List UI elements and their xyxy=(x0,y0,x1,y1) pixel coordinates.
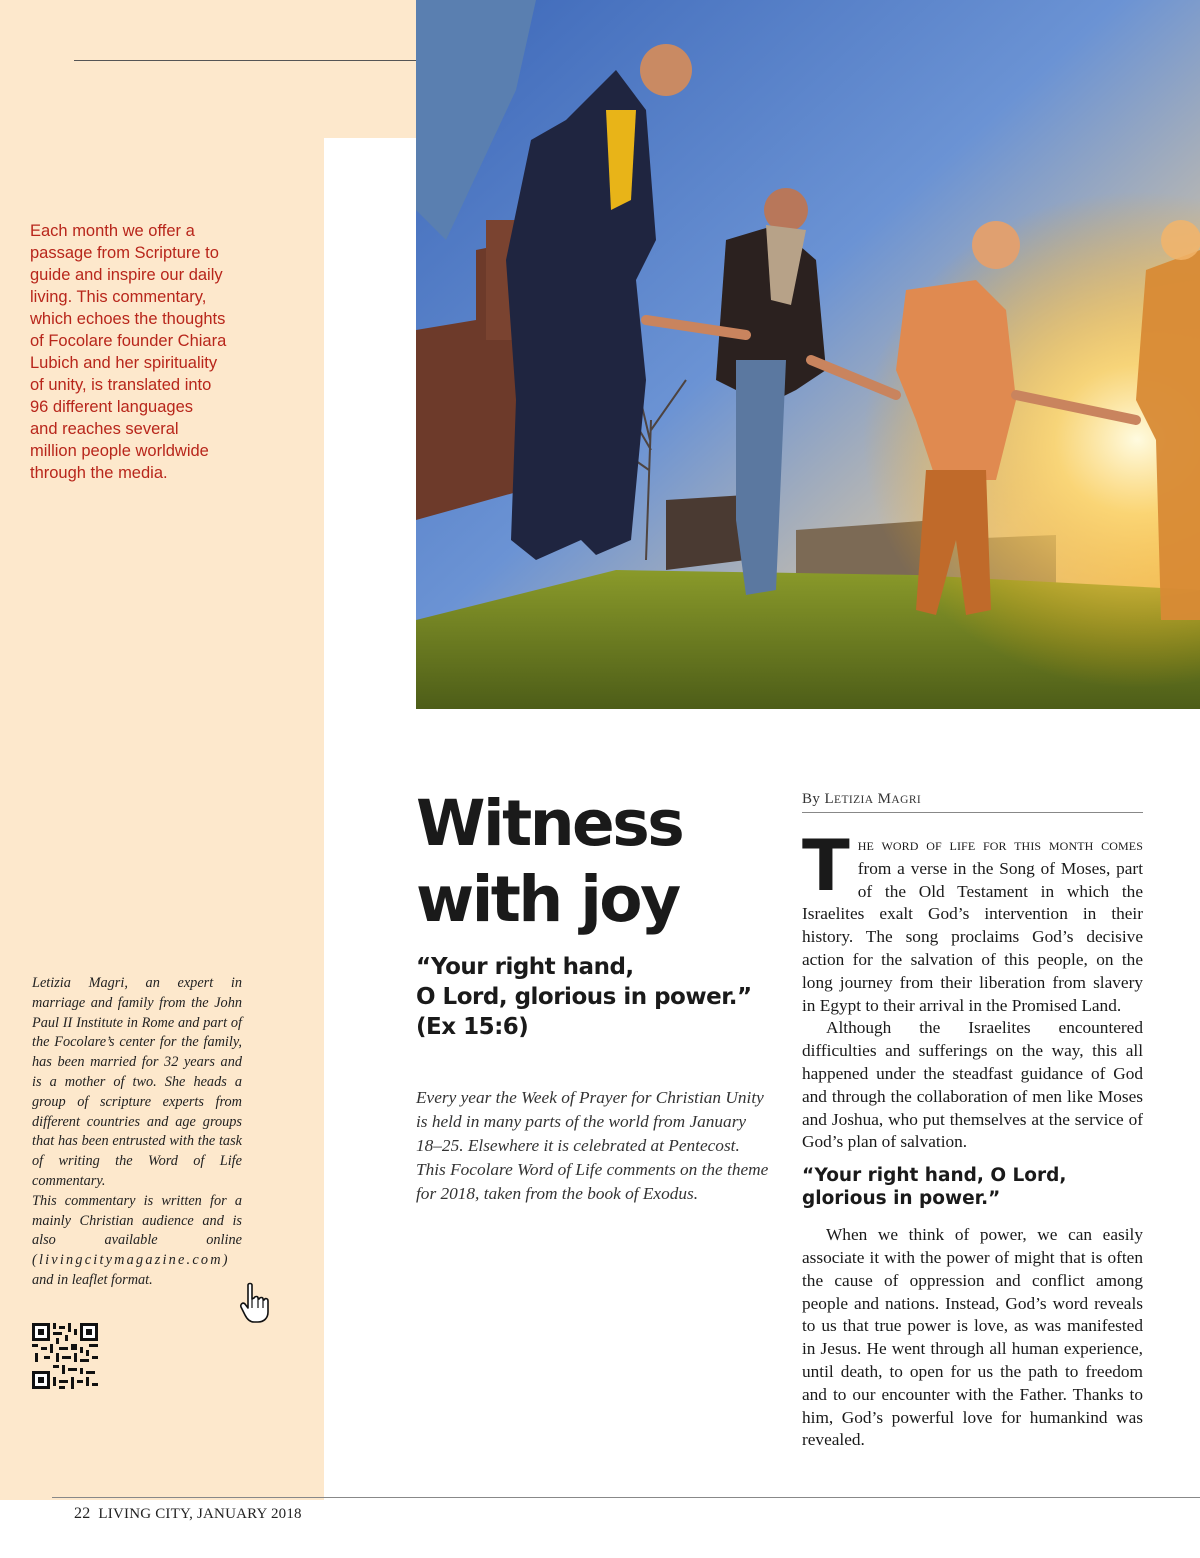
intro-line: living. This commentary, xyxy=(30,288,207,306)
intro-text xyxy=(30,220,270,484)
intro-line: 96 different languages xyxy=(30,398,193,416)
qr-code[interactable] xyxy=(32,1323,98,1389)
intro-line: which echoes the thoughts xyxy=(30,310,226,328)
author-bio-tail: and in leaflet format. xyxy=(32,1271,153,1288)
quote-line: “Your right hand, xyxy=(416,954,634,980)
article-body xyxy=(802,825,1143,1452)
intro-line: Each month we offer a xyxy=(30,222,195,240)
intro-line: of Focolare founder Chiara xyxy=(30,332,227,350)
intro-line: passage from Scripture to xyxy=(30,244,219,262)
page-number: 22 xyxy=(74,1505,91,1522)
first-line-caps: HE WORD OF LIFE FOR THIS MONTH COMES xyxy=(857,839,1143,853)
drop-cap: T xyxy=(802,825,850,907)
intro-line: through the media. xyxy=(30,464,168,482)
paragraph-text: from a verse in the Song of Moses, part of the Old Testament in which the Israelites exalt God’s intervention in their history. The song proclaims God’s decisive action for the salvation of this people, on the long journey from their liberation from slavery in Egypt to their arrival in the Promised Land. xyxy=(802,858,1143,1015)
byline-last-rest: AGRI xyxy=(891,794,922,806)
body-paragraph: When we think of power, we can easily associate it with the power of might that is often the cause of oppression and conflict among people and nations. Instead, God’s word reveals to us that true power is love, as was manifested in Jesus. He went through all human experience, until death, to open for us the path to freedom and to our encounter with the Father. Thanks to him, God’s powerful love for humankind was revealed. xyxy=(802,1225,1143,1450)
intro-line: of unity, is translated into xyxy=(30,376,212,394)
headline-line: with joy xyxy=(416,863,679,936)
hero-photo xyxy=(416,0,1200,709)
intro-line: and reaches several xyxy=(30,420,179,438)
quote-line: O Lord, glorious in power.” xyxy=(416,984,752,1010)
byline-first-rest: ETIZIA xyxy=(834,794,874,806)
top-rule xyxy=(74,60,416,61)
author-bio-main: Letizia Magri, an expert in marriage and family from the John Paul II Institute in Rome and part of the Focolare’s center for the family, has been married for 32 years and is a mother of two. She heads a group of scripture experts from different countries and age groups that has been entrusted with the task of writing the Word of Life commentary. xyxy=(32,975,242,1189)
byline-first-initial: L xyxy=(824,791,835,807)
intro-line: guide and inspire our daily xyxy=(30,266,223,284)
body-paragraph: Although the Israelites encountered difficulties and sufferings on the way, this all happened under the steadfast guidance of God and through the collaboration of men like Moses and Joshua, who put themselves at the service of God’s plan of salvation. xyxy=(802,1018,1143,1152)
publication-name: LIVING CITY, JANUARY 2018 xyxy=(98,1506,302,1522)
byline xyxy=(802,791,1143,813)
body-subheading: “Your right hand, O Lord, glorious in power.” xyxy=(802,1165,1067,1210)
website-link[interactable]: (livingcitymagazine.com) xyxy=(32,1252,230,1269)
author-bio xyxy=(32,974,242,1291)
article-lead: Every year the Week of Prayer for Christian Unity is held in many parts of the world from January 18–25. Elsewhere it is celebrated at Pentecost. This Focolare Word of Life comments on the theme for 2018, taken from the book of Exodus. xyxy=(416,1088,769,1203)
intro-line: million people worldwide xyxy=(30,442,209,460)
scripture-quote xyxy=(416,952,786,1042)
author-bio-availability: This commentary is written for a mainly Christian audience and is also available online xyxy=(32,1192,242,1249)
headline-line: Witness xyxy=(416,787,683,860)
footer-rule xyxy=(52,1497,1200,1498)
body-paragraph xyxy=(802,825,1143,1017)
byline-last-initial: M xyxy=(877,791,892,807)
byline-by: By xyxy=(802,791,821,807)
page-footer xyxy=(74,1505,302,1523)
intro-line: Lubich and her spirituality xyxy=(30,354,218,372)
quote-reference: (Ex 15:6) xyxy=(416,1014,529,1040)
sidebar-background-top xyxy=(0,0,416,138)
article-headline xyxy=(416,786,776,938)
hand-pointer-icon xyxy=(238,1282,272,1324)
